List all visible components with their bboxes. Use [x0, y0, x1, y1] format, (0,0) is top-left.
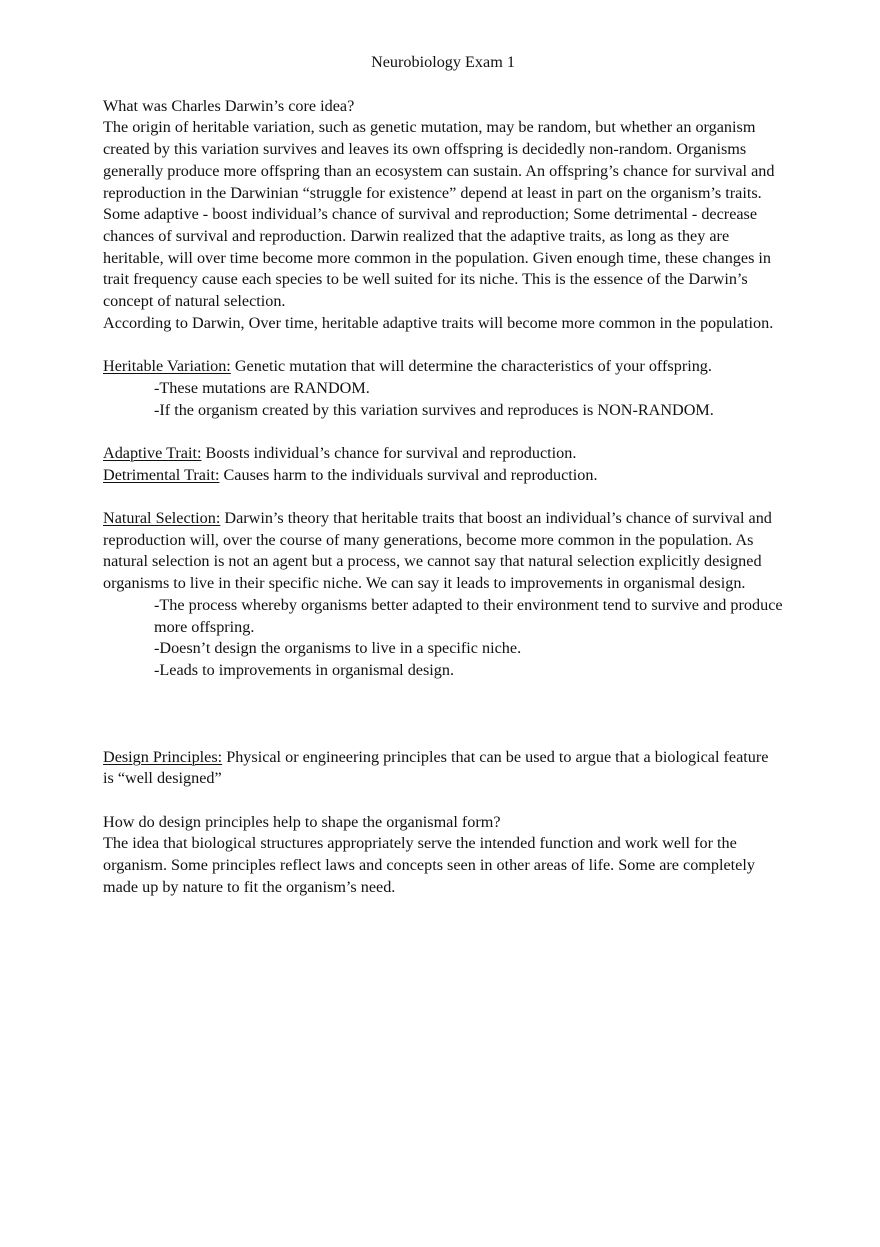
bullet-process: -The process whereby organisms better adapted to their environment tend to survive and produce more offspring. [154, 595, 783, 636]
bullet-random: -These mutations are RANDOM. [154, 378, 370, 397]
section-traits [103, 443, 783, 486]
bullet-no-design: -Doesn’t design the organisms to live in a specific niche. [154, 639, 522, 658]
summary-darwin: According to Darwin, Over time, heritable adaptive traits will become more common in the population. [103, 313, 774, 332]
definition-text: Physical or engineering principles that can be used to argue that a biological feature is “well designed” [103, 747, 769, 788]
section-heritable-variation [103, 356, 783, 421]
spacer [103, 790, 783, 812]
term-design-principles: Design Principles: [103, 747, 223, 766]
section-design-principles-question [103, 812, 783, 899]
definition-text: Darwin’s theory that heritable traits that boost an individual’s chance of survival and reproduction will, over the course of many generations, become more common in the population. As natural selection is not an agent but a process, we cannot say that natural selection explicitly designed organisms to live in their specific niche. We can say it leads to improvements in organismal design. [103, 509, 772, 593]
question-darwin-core-idea: What was Charles Darwin’s core idea? [103, 96, 355, 115]
spacer-large [103, 682, 783, 747]
definition-adaptive-trait [103, 443, 783, 465]
definition-design-principles [103, 747, 783, 790]
section-design-principles [103, 747, 783, 790]
bullet-non-random: -If the organism created by this variation survives and reproduces is NON-RANDOM. [154, 400, 714, 419]
term-natural-selection: Natural Selection: [103, 509, 221, 528]
definition-detrimental-trait [103, 465, 783, 487]
answer-darwin-core-idea: The origin of heritable variation, such as genetic mutation, may be random, but whether an organism created by this variation survives and leaves its own offspring is decidedly non-random. Organisms generally produce more offspring than an ecosystem can sustain. An offspring’s chance for survival and reproduction in the Darwinian “struggle for existence” depend at least in part on the organism’s traits. Some adaptive - boost individual’s chance of survival and reproduction; Some detrimental - decrease chances of survival and reproduction. Darwin realized that the adaptive traits, as long as they are heritable, will over time become more common in the population. Given enough time, these changes in trait frequency cause each species to be well suited for its niche. This is the essence of the Darwin’s concept of natural selection. [103, 118, 775, 311]
question-design-principles: How do design principles help to shape the organismal form? [103, 812, 501, 831]
definition-text: Causes harm to the individuals survival and reproduction. [219, 465, 598, 484]
term-detrimental-trait: Detrimental Trait: [103, 465, 220, 484]
page-title: Neurobiology Exam 1 [371, 53, 515, 71]
term-adaptive-trait: Adaptive Trait: [103, 443, 202, 462]
answer-design-principles: The idea that biological structures appropriately serve the intended function and work well for the organism. Some principles reflect laws and concepts seen in other areas of life. Some are completely made up by nature to fit the organism’s need. [103, 834, 755, 896]
spacer [103, 421, 783, 443]
section-natural-selection [103, 508, 783, 682]
bullet-improvements: -Leads to improvements in organismal design. [154, 660, 455, 679]
term-heritable-variation: Heritable Variation: [103, 357, 231, 376]
definition-text: Boosts individual’s chance for survival and reproduction. [201, 443, 577, 462]
section-darwin-core-idea [103, 96, 783, 335]
definition-heritable-variation [103, 356, 783, 378]
document-body [103, 52, 783, 899]
spacer [103, 486, 783, 508]
definition-text: Genetic mutation that will determine the characteristics of your offspring. [230, 357, 712, 376]
definition-natural-selection [103, 508, 783, 595]
spacer [103, 334, 783, 356]
